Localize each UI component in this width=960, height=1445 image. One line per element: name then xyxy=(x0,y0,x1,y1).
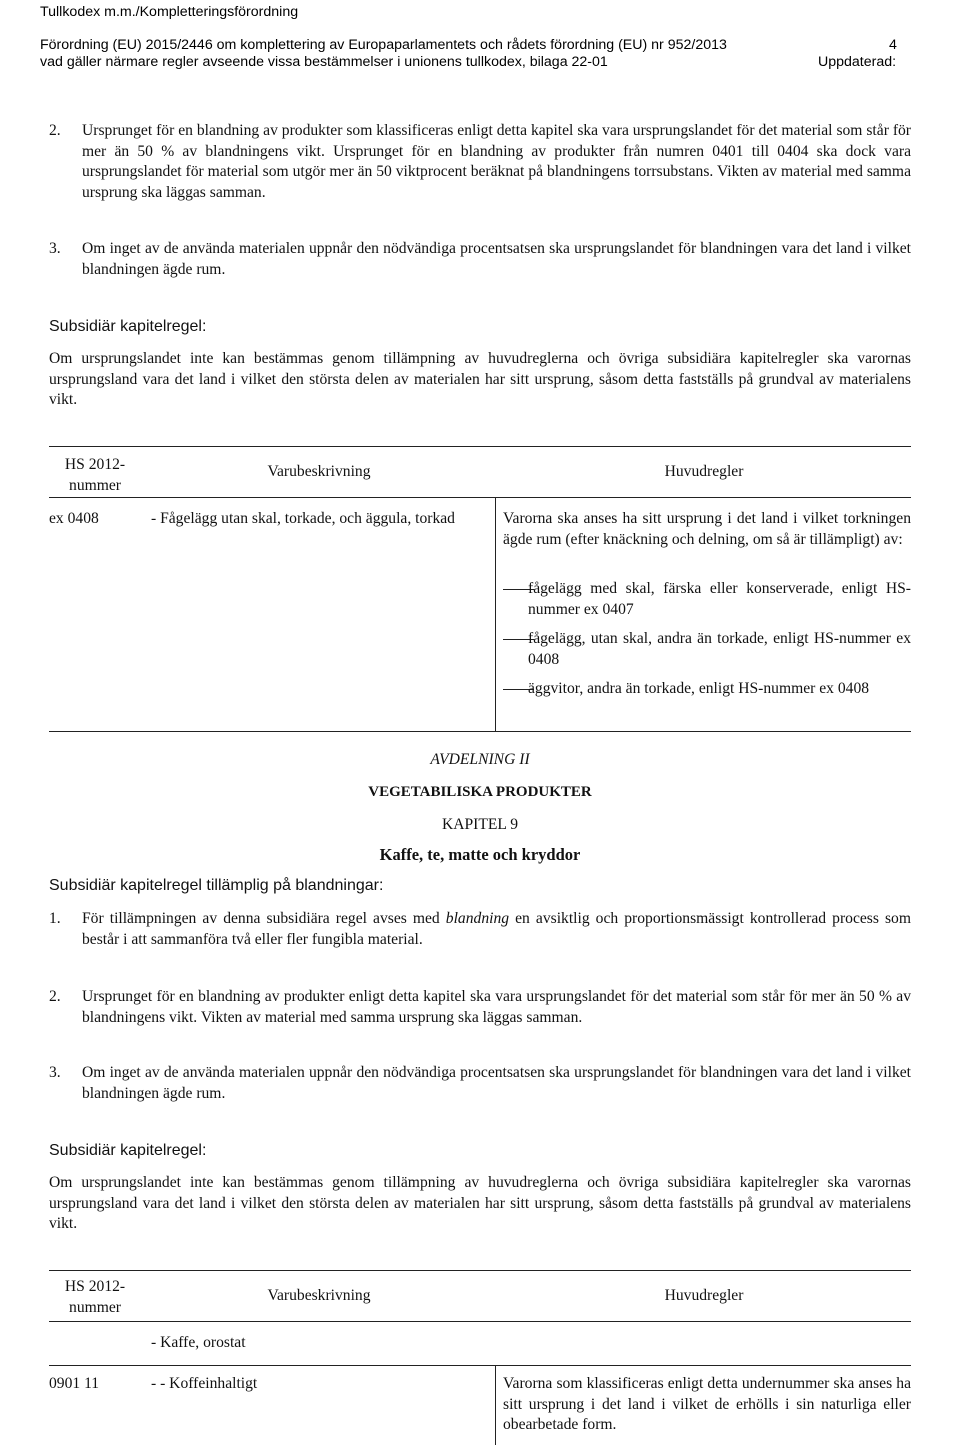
regulation-title-line2: vad gäller närmare regler avseende vissa bestämmelser i unionens tullkodex, bilaga 22-01 xyxy=(40,54,608,70)
subsidiary-rule-text: Om ursprungslandet inte kan bestämmas genom tillämpning av huvudreglerna och övriga subsidiära kapitelregler ska varornas ursprungsland vara det land i vilket den största delen av materialen har sitt ursprung, såsom detta fastställs på grundval av materialens vikt. xyxy=(49,1174,911,1232)
goods-description: - - Koffeinhaltigt xyxy=(151,1375,258,1392)
table-bottom-rule xyxy=(49,731,911,732)
paragraph-number: 3. xyxy=(49,1064,61,1081)
rule-list-item: fågelägg, utan skal, andra än torkade, enligt HS-nummer ex 0408 xyxy=(528,630,911,668)
table-header-rule xyxy=(49,1321,911,1322)
paragraph-text-end: en avsiktlig och proportionsmässigt kontrollerad process som består i att sammanföra två eller fler fungibla material. xyxy=(82,910,911,948)
column-header-description: Varubeskrivning xyxy=(267,1287,371,1304)
division-heading: AVDELNING II xyxy=(430,751,530,768)
rule-list-item: äggvitor, andra än torkade, enligt HS-nummer ex 0408 xyxy=(528,680,870,697)
main-rule-intro: Varorna ska anses ha sitt ursprung i det land i vilket torkningen ägde rum (efter knäckning och delning, om så är tillämpligt) av: xyxy=(503,510,911,548)
paragraph-number: 1. xyxy=(49,910,61,927)
paragraph-text: Ursprunget för en blandning av produkter som klassificeras enligt detta kapitel ska vara ursprungslandet för det material som står för mer än 50 % av blandningens vikt. Ursprunget för en blandning av produkter från numren 0401 till 0404 ska dock vara ursprungslandet för material som utgör mer än 50 viktprocent beräknat på blandningens torrsubstans. Vikten av material med samma ursprung ska läggas samman. xyxy=(82,122,911,201)
table-row-rule xyxy=(49,1365,911,1366)
paragraph-text-start: För tillämpningen av denna subsidiära regel avses med xyxy=(82,910,446,927)
subsidiary-rule-text: Om ursprungslandet inte kan bestämmas genom tillämpning av huvudreglerna och övriga subsidiära kapitelregler ska varornas ursprungsland vara det land i vilket den största delen av materialen har sitt ursprung, såsom detta fastställs på grundval av materialens vikt. xyxy=(49,350,911,408)
paragraph-text: Om inget av de använda materialen uppnår den nödvändiga procentsatsen ska ursprungslandet för blandningen vara det land i vilket blandningen ägde rum. xyxy=(82,240,911,278)
rule-paragraph-2 xyxy=(49,987,911,1028)
subsidiary-rule-label: Subsidiär kapitelregel: xyxy=(49,1142,207,1159)
column-header-description: Varubeskrivning xyxy=(267,463,371,480)
paragraph-text xyxy=(82,909,911,950)
rule-paragraph-3 xyxy=(49,1063,911,1104)
regulation-title-line1: Förordning (EU) 2015/2446 om komplettering av Europaparlamentets och rådets förordning (EU) nr 952/2013 xyxy=(40,37,727,53)
division-title: VEGETABILISKA PRODUKTER xyxy=(368,784,592,800)
goods-description-text: - Fågelägg utan skal, torkade, och äggula, torkad xyxy=(151,510,455,527)
rule-paragraph-1 xyxy=(49,909,911,950)
page-number: 4 xyxy=(889,37,897,53)
updated-label: Uppdaterad: xyxy=(818,54,897,70)
rule-paragraph-3 xyxy=(49,239,911,280)
chapter-heading: KAPITEL 9 xyxy=(441,816,519,833)
hs-code: ex 0408 xyxy=(49,510,99,527)
goods-description xyxy=(151,509,487,530)
hs-code: 0901 11 xyxy=(49,1375,100,1392)
paragraph-text: Ursprunget för en blandning av produkter enligt detta kapitel ska vara ursprungslandet för det material som står för mer än 50 % av blandningens vikt. Vikten av material med samma ursprung ska läggas samman. xyxy=(82,988,911,1026)
column-divider xyxy=(495,497,496,732)
column-header-hs: HS 2012-nummer xyxy=(64,1278,126,1316)
defined-term: blandning xyxy=(445,910,510,927)
rule-paragraph-2 xyxy=(49,121,911,203)
subsidiary-rule-label: Subsidiär kapitelregel: xyxy=(49,318,207,335)
table-header-rule xyxy=(49,497,911,498)
chapter-title: Kaffe, te, matte och kryddor xyxy=(379,845,581,864)
table-top-rule xyxy=(49,446,911,447)
column-header-hs: HS 2012-nummer xyxy=(64,456,126,494)
document-title: Tullkodex m.m./Kompletteringsförordning xyxy=(40,4,299,20)
paragraph-number: 3. xyxy=(49,240,61,257)
column-header-rules: Huvudregler xyxy=(664,463,744,480)
rule-list-item: fågelägg med skal, färska eller konserverade, enligt HS-nummer ex 0407 xyxy=(528,580,911,618)
paragraph-text: Om inget av de använda materialen uppnår den nödvändiga procentsatsen ska ursprungslandet för blandningen vara det land i vilket blandningen ägde rum. xyxy=(82,1064,911,1102)
mix-rule-label: Subsidiär kapitelregel tillämplig på blandningar: xyxy=(49,877,384,894)
main-rule-text: Varorna som klassificeras enligt detta undernummer ska anses ha sitt ursprung i det land i vilket de erhölls i sin naturliga eller obearbetade form. xyxy=(503,1375,911,1433)
goods-group-description: - Kaffe, orostat xyxy=(151,1334,246,1351)
column-header-rules: Huvudregler xyxy=(664,1287,744,1304)
table-top-rule xyxy=(49,1270,911,1271)
paragraph-number: 2. xyxy=(49,122,61,139)
paragraph-number: 2. xyxy=(49,988,61,1005)
column-divider xyxy=(495,1365,496,1445)
